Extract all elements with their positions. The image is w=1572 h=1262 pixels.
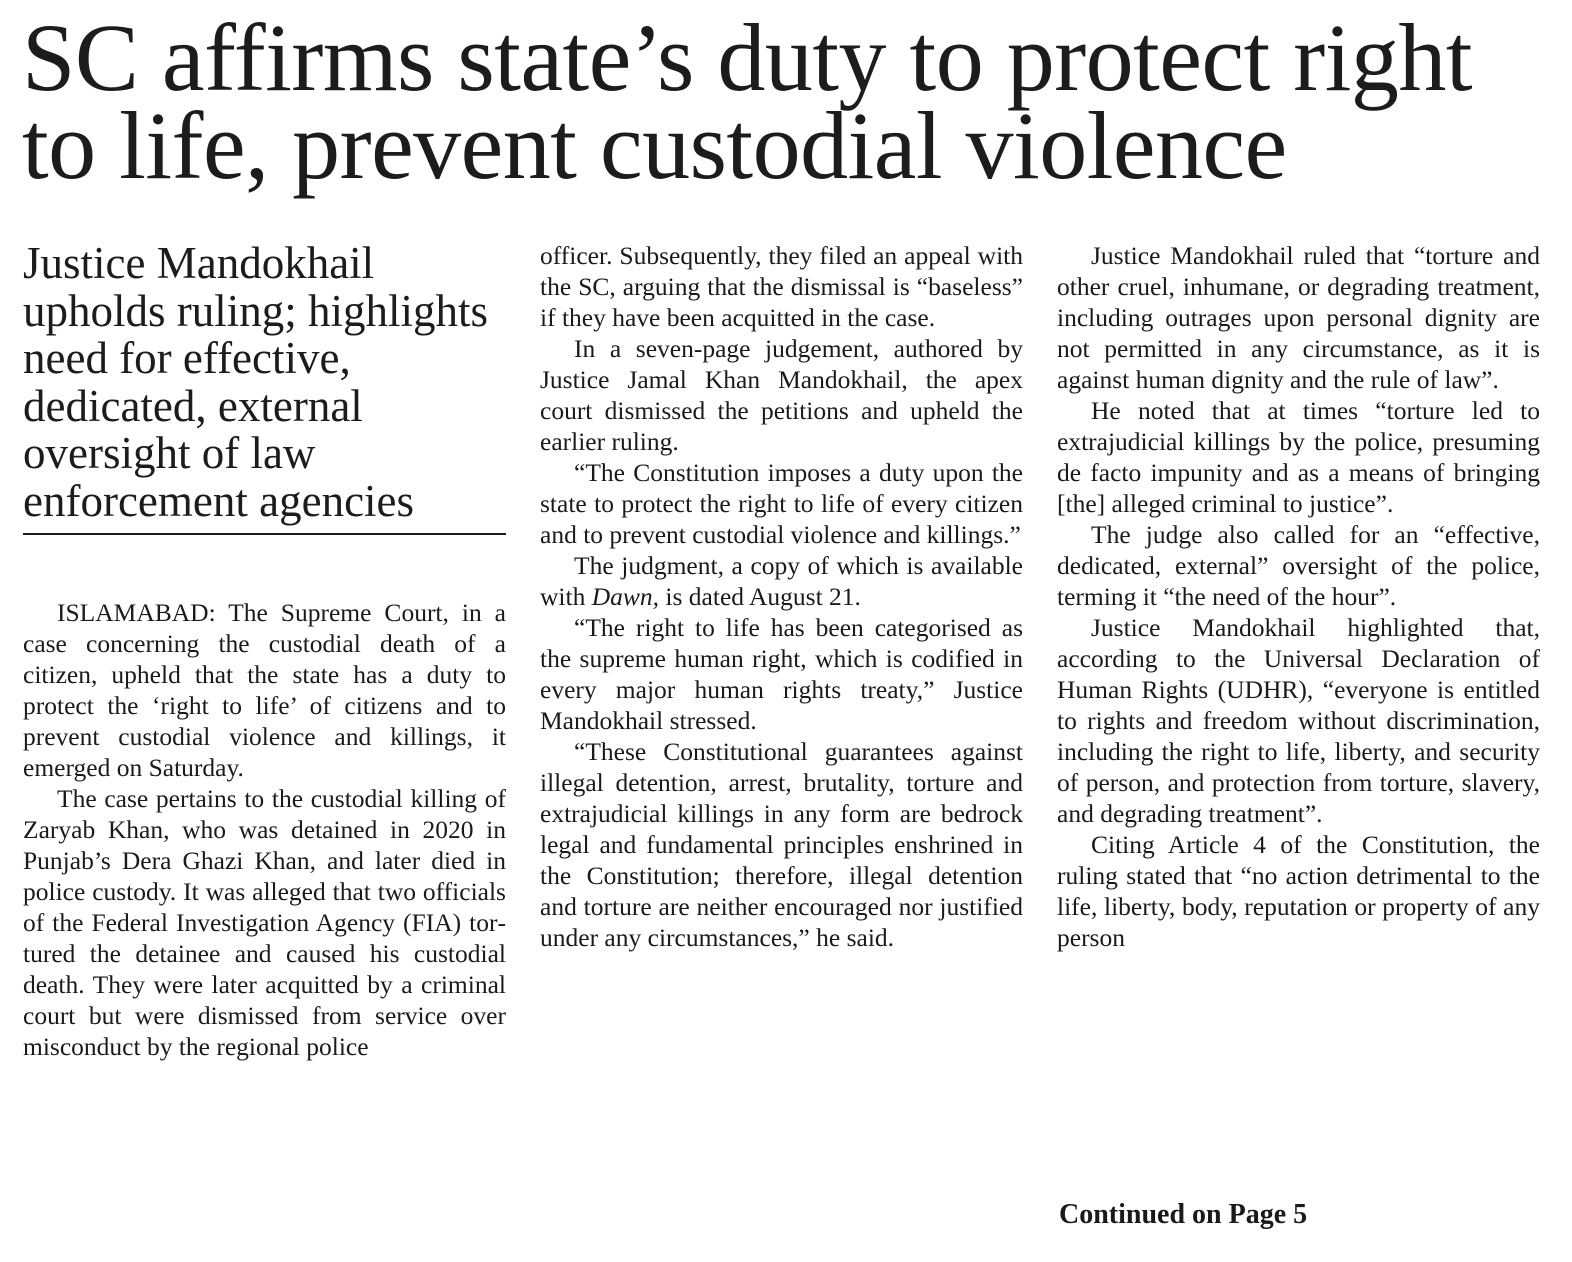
paragraph: The judge also called for an “effective, dedicated, external” oversight of the police, terming it “the need of the hour”. — [1057, 520, 1540, 611]
column-1 — [23, 240, 506, 1062]
column-2 — [540, 240, 1023, 953]
deck-divider — [23, 533, 506, 535]
text-run: The judgment, a copy of which is available with — [540, 551, 1023, 611]
paragraph: officer. Subsequently, they filed an appeal with the SC, arguing that the dismissal is “baseless” if they have been acquitted in the case. — [540, 241, 1023, 332]
deck-subheadline: Justice Mandokhail upholds ruling; highlights need for effective, dedicated, external oversight of law enforcement agencies — [23, 238, 489, 526]
column-1-body — [23, 597, 506, 1062]
column-3-body — [1057, 240, 1540, 953]
paragraph: “These Constitutional guarantees against illegal detention, arrest, brutality, torture and extrajudicial killings in any form are bedrock legal and fundamental principles enshrined in the Constitution; therefore, illegal detention and torture are neither encouraged nor justified under any circumstances,” he said. — [540, 737, 1023, 952]
paragraph: “The right to life has been categorised as the supreme human right, which is codified in every major human rights treaty,” Justice Mandokhail stressed. — [540, 613, 1023, 735]
publication-name: Dawn, — [591, 582, 660, 611]
paragraph: ISLAMABAD: The Supreme Court, in a case concerning the custodial death of a citizen, upheld that the state has a duty to protect the ‘right to life’ of citizens and to prevent custodial violence and killings, it emerged on Saturday. — [23, 598, 506, 782]
paragraph — [540, 550, 1023, 612]
column-2-body — [540, 240, 1023, 953]
headline: SC affirms state’s duty to protect right to life, prevent custodial violence — [22, 4, 1473, 199]
paragraph: Justice Mandokhail ruled that “torture and other cruel, inhumane, or degrading treatment, including outrages upon personal dignity are not permitted in any circumstance, as it is against human dignity and the rule of law”. — [1057, 241, 1540, 394]
paragraph: The case pertains to the custodial killing of Zaryab Khan, who was detained in 2020 in Punjab’s Dera Ghazi Khan, and later died in police custody. It was alleged that two officials of the Federal Investigation Agency (FIA) tortured the detainee and caused his custodial death. They were later acquitted by a criminal court but were dismissed from service over misconduct by the regional police — [23, 784, 506, 1061]
paragraph: “The Constitution imposes a duty upon the state to protect the right to life of every citizen and to prevent custodial violence and killings.” — [540, 458, 1023, 549]
paragraph: In a seven-page judgement, authored by Justice Jamal Khan Mandokhail, the apex court dismissed the petitions and upheld the earlier ruling. — [540, 334, 1023, 456]
continued-on-page-link[interactable]: Continued on Page 5 — [1059, 1199, 1308, 1230]
paragraph: Citing Article 4 of the Constitution, the ruling stated that “no action detrimental to the life, liberty, body, reputation or property of any person — [1057, 830, 1540, 952]
column-3 — [1057, 240, 1540, 953]
text-run: is dated August 21. — [659, 582, 861, 611]
paragraph: Justice Mandokhail highlighted that, according to the Universal Declaration of Human Rights (UDHR), “everyone is entitled to rights and freedom without discrimination, including the right to life, liberty, and security of person, and protection from torture, slavery, and degrading treatment”. — [1057, 613, 1540, 828]
paragraph: He noted that at times “torture led to extrajudicial killings by the police, presuming de facto impunity and as a means of bringing [the] alleged criminal to justice”. — [1057, 396, 1540, 518]
